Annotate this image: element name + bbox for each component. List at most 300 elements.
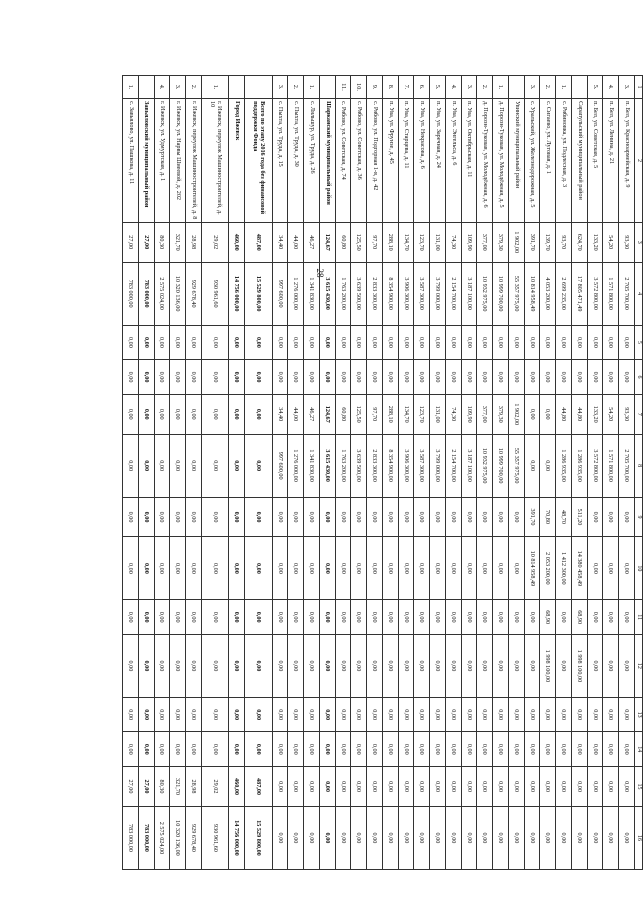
address-cell: п. Ува, ул. Фрунзе, д. 45 xyxy=(383,99,399,223)
table-cell: 4. xyxy=(446,76,462,99)
table-cell: 0,00 xyxy=(320,634,336,697)
table-cell: 0,00 xyxy=(335,360,351,395)
table-cell: 8 354 900,00 xyxy=(383,434,399,497)
table-cell: 0,00 xyxy=(229,497,245,537)
table-cell: 0,00 xyxy=(229,634,245,697)
table-cell: 3. xyxy=(461,76,477,99)
table-cell: 0,00 xyxy=(245,360,273,395)
address-cell: г. Ижевск, переулок Машиностроителей, д. 8 xyxy=(186,99,202,223)
table-cell: 0,00 xyxy=(524,325,540,360)
table-cell: 0,00 xyxy=(154,394,170,434)
table-cell: 0,00 xyxy=(572,732,588,767)
table-cell: 0,00 xyxy=(540,767,556,807)
table-cell: 0,00 xyxy=(138,325,154,360)
table-cell: 0,00 xyxy=(335,697,351,732)
table-row xyxy=(572,76,588,870)
table-cell: 3 187 100,00 xyxy=(461,262,477,325)
table-cell: 0,00 xyxy=(123,732,139,767)
table-cell: 2 575 024,00 xyxy=(154,262,170,325)
table-cell: 0,00 xyxy=(288,732,304,767)
table-cell: 0,00 xyxy=(540,732,556,767)
table-cell: 1 998 100,00 xyxy=(540,634,556,697)
table-cell: 0,00 xyxy=(461,732,477,767)
table-cell: 0,00 xyxy=(229,394,245,434)
table-cell: 0,00 xyxy=(587,325,603,360)
table-cell: 0,00 xyxy=(556,767,572,807)
table-cell: 0,00 xyxy=(603,697,619,732)
table-cell: 377,00 xyxy=(477,394,493,434)
table-cell: 0,00 xyxy=(154,434,170,497)
table-cell: 0,00 xyxy=(186,360,202,395)
table-cell: 28,98 xyxy=(186,767,202,807)
table-cell: 70,80 xyxy=(540,497,556,537)
table-cell: 0,00 xyxy=(170,732,186,767)
column-header: 3 xyxy=(635,222,643,262)
table-cell: 0,00 xyxy=(430,360,446,395)
table-cell: 0,00 xyxy=(229,434,245,497)
table-cell: 0,00 xyxy=(154,497,170,537)
table-cell: 1 276 000,00 xyxy=(288,262,304,325)
table-cell: 0,00 xyxy=(430,634,446,697)
table-cell: 0,00 xyxy=(123,360,139,395)
table-cell: 0,00 xyxy=(524,434,540,497)
table-cell: 0,00 xyxy=(619,325,635,360)
table-row xyxy=(201,76,229,870)
table-cell: 3 799 000,00 xyxy=(430,434,446,497)
address-cell: с. Пыхта, ул. Труда, д. 30 xyxy=(288,99,304,223)
table-cell: 0,00 xyxy=(446,325,462,360)
table-row xyxy=(493,76,509,870)
table-cell: 0,00 xyxy=(477,634,493,697)
table-cell: 3 799 000,00 xyxy=(430,262,446,325)
address-cell: п. Ува, ул. Некрасова, д. 6 xyxy=(414,99,430,223)
address-cell: с. Сигаево, ул. Луговая, д. 1 xyxy=(540,99,556,223)
table-cell: 0,00 xyxy=(461,600,477,635)
table-cell: 27,00 xyxy=(138,222,154,262)
table-cell: 2 833 300,00 xyxy=(367,262,383,325)
address-cell: п. Бел, ул. Ленина, д. 21 xyxy=(603,99,619,223)
table-cell: 0,00 xyxy=(461,497,477,537)
address-cell: г. Ижевск, ул. Нарвы Шиеевой, д. 202 xyxy=(170,99,186,223)
table-cell: 0,00 xyxy=(272,325,288,360)
table-cell: 0,00 xyxy=(540,697,556,732)
table-cell: 0,00 xyxy=(229,732,245,767)
table-cell: 44,80 xyxy=(572,394,588,434)
table-cell: 391,70 xyxy=(524,497,540,537)
table-cell: 0,00 xyxy=(524,360,540,395)
table-cell: 0,00 xyxy=(320,732,336,767)
table-cell: 0,00 xyxy=(446,360,462,395)
table-cell: 0,00 xyxy=(123,634,139,697)
column-header: 16 xyxy=(635,806,643,869)
table-cell: 0,00 xyxy=(351,600,367,635)
table-cell: 0,00 xyxy=(304,360,320,395)
table-cell: 0,00 xyxy=(304,732,320,767)
table-cell: 125,50 xyxy=(351,394,367,434)
table-cell: 0,00 xyxy=(288,767,304,807)
table-cell: 0,00 xyxy=(383,767,399,807)
address-cell: с. Ляльшур, ул. Труда, д. 26 xyxy=(304,99,320,223)
table-cell: 8 354 900,00 xyxy=(383,262,399,325)
table-cell: 0,00 xyxy=(335,767,351,807)
table-cell: 0,00 xyxy=(619,697,635,732)
table-cell: 0,00 xyxy=(430,537,446,600)
table-cell: 0,00 xyxy=(398,360,414,395)
table-cell: 0,00 xyxy=(619,732,635,767)
table-cell: 0,00 xyxy=(272,600,288,635)
table-cell: 8. xyxy=(383,76,399,99)
table-cell: 0,00 xyxy=(383,634,399,697)
table-cell: 0,00 xyxy=(398,732,414,767)
table-cell: 0,00 xyxy=(603,634,619,697)
column-header: 8 xyxy=(635,434,643,497)
address-cell: г. Ижевск, переулок Машиностроителей, д. 10 xyxy=(201,99,229,223)
table-cell: 0,00 xyxy=(398,325,414,360)
table-cell: 288,10 xyxy=(383,222,399,262)
table-cell: 0,00 xyxy=(446,767,462,807)
table-cell: 44,00 xyxy=(288,222,304,262)
table-cell: 0,00 xyxy=(524,806,540,869)
table-cell: 1. xyxy=(123,76,139,99)
table-cell: 0,00 xyxy=(170,497,186,537)
table-cell: 0,00 xyxy=(524,394,540,434)
table-cell: 134,70 xyxy=(398,394,414,434)
table-cell: 0,00 xyxy=(367,806,383,869)
table-cell: 0,00 xyxy=(170,697,186,732)
table-cell: 0,00 xyxy=(540,806,556,869)
table-cell: 0,00 xyxy=(540,360,556,395)
table-cell: 10 320 136,00 xyxy=(170,806,186,869)
table-cell: 0,00 xyxy=(587,806,603,869)
table-cell: 0,00 xyxy=(123,537,139,600)
table-cell: 0,00 xyxy=(603,360,619,395)
table-cell: 0,00 xyxy=(556,360,572,395)
table-cell: 0,00 xyxy=(603,537,619,600)
table-cell: 0,00 xyxy=(619,537,635,600)
table-cell: 0,00 xyxy=(201,325,229,360)
table-cell: 124,67 xyxy=(320,394,336,434)
table-cell: 0,00 xyxy=(201,600,229,635)
table-cell: 34,40 xyxy=(272,222,288,262)
table-cell: 0,00 xyxy=(446,634,462,697)
table-cell: 0,00 xyxy=(477,806,493,869)
table-cell: 0,00 xyxy=(477,732,493,767)
table-cell: 0,00 xyxy=(272,697,288,732)
table-cell: 123,70 xyxy=(414,222,430,262)
table-cell: 1. xyxy=(304,76,320,99)
table-cell: 0,00 xyxy=(229,537,245,600)
table-cell: 44,00 xyxy=(288,394,304,434)
table-cell: 0,00 xyxy=(138,537,154,600)
table-cell: 48,70 xyxy=(556,497,572,537)
table-cell: 0,00 xyxy=(320,360,336,395)
table-row xyxy=(170,76,186,870)
table-cell: 0,00 xyxy=(335,497,351,537)
table-cell: 55 357 975,00 xyxy=(509,262,525,325)
table-cell: 0,00 xyxy=(524,600,540,635)
table-cell: 3 615 430,00 xyxy=(320,262,336,325)
address-cell: Увинский муниципальный район xyxy=(509,99,525,223)
table-cell: 14 380 458,49 xyxy=(572,537,588,600)
table-cell: 0,00 xyxy=(493,537,509,600)
address-cell: п. Ува, ул. Октябрьская, д. 11 xyxy=(461,99,477,223)
table-cell: 0,00 xyxy=(540,434,556,497)
table-cell: 0,00 xyxy=(123,497,139,537)
table-cell: 0,00 xyxy=(170,434,186,497)
table-cell: 0,00 xyxy=(619,634,635,697)
table-cell: 0,00 xyxy=(524,732,540,767)
table-cell: 288,10 xyxy=(383,394,399,434)
table-cell: 1 571 800,00 xyxy=(603,434,619,497)
table-cell: 0,00 xyxy=(245,325,273,360)
table-cell: 0,00 xyxy=(509,600,525,635)
table-cell: 0,00 xyxy=(556,806,572,869)
table-cell: 0,00 xyxy=(170,600,186,635)
table-cell: 997 600,00 xyxy=(272,434,288,497)
table-cell: 0,00 xyxy=(587,360,603,395)
table-cell: 0,00 xyxy=(351,634,367,697)
table-cell: 0,00 xyxy=(524,634,540,697)
table-cell: 0,00 xyxy=(587,732,603,767)
table-cell: 97,70 xyxy=(367,394,383,434)
table-cell: 0,00 xyxy=(170,325,186,360)
table-cell: 0,00 xyxy=(509,697,525,732)
table-cell: 0,00 xyxy=(272,806,288,869)
table-cell: 0,00 xyxy=(138,600,154,635)
table-row xyxy=(603,76,619,870)
table-cell: 0,00 xyxy=(367,634,383,697)
table-cell: 10. xyxy=(351,76,367,99)
table-cell: 511,20 xyxy=(572,497,588,537)
table-cell: 3 639 500,00 xyxy=(351,434,367,497)
table-cell: 3 615 430,00 xyxy=(320,434,336,497)
address-cell: Шарканский муниципальный район xyxy=(320,99,336,223)
table-cell: 0,00 xyxy=(414,360,430,395)
table-cell: 80,30 xyxy=(154,222,170,262)
table-cell: 0,00 xyxy=(245,394,273,434)
table-cell: 133,20 xyxy=(587,394,603,434)
table-cell: 0,00 xyxy=(430,325,446,360)
table-row xyxy=(446,76,462,870)
table-cell: 0,00 xyxy=(414,325,430,360)
table-cell: 2. xyxy=(186,76,202,99)
table-cell: 0,00 xyxy=(493,732,509,767)
table-cell: 0,00 xyxy=(461,537,477,600)
table-cell: 2 699 235,00 xyxy=(556,262,572,325)
table-cell: 0,00 xyxy=(414,732,430,767)
table-cell: 109,90 xyxy=(461,222,477,262)
rotated-table-scan xyxy=(58,75,643,870)
table-row xyxy=(587,76,603,870)
table-cell: 487,00 xyxy=(245,767,273,807)
table-cell: 0,00 xyxy=(414,537,430,600)
table-cell: 0,00 xyxy=(154,325,170,360)
table-cell: 0,00 xyxy=(245,600,273,635)
table-cell: 2. xyxy=(288,76,304,99)
table-cell: 0,00 xyxy=(170,360,186,395)
table-cell: 0,00 xyxy=(123,325,139,360)
table-cell: 1 341 830,00 xyxy=(304,434,320,497)
table-cell: 109,90 xyxy=(461,394,477,434)
table-cell: 1 902,00 xyxy=(509,394,525,434)
table-cell: 0,00 xyxy=(367,732,383,767)
table-cell: 0,00 xyxy=(493,767,509,807)
table-cell: 0,00 xyxy=(556,732,572,767)
table-cell: 0,00 xyxy=(123,600,139,635)
table-cell: 6. xyxy=(414,76,430,99)
table-cell: 0,00 xyxy=(509,360,525,395)
table-cell: 0,00 xyxy=(477,537,493,600)
table-cell: 0,00 xyxy=(288,634,304,697)
table-cell: 0,00 xyxy=(477,497,493,537)
table-cell: 0,00 xyxy=(603,600,619,635)
table-cell: 55 357 975,00 xyxy=(509,434,525,497)
table-cell: 0,00 xyxy=(383,732,399,767)
table-cell: 0,00 xyxy=(493,497,509,537)
table-cell: 379,30 xyxy=(493,222,509,262)
table-row xyxy=(304,76,320,870)
table-cell: 0,00 xyxy=(509,732,525,767)
table-cell: 0,00 xyxy=(430,806,446,869)
table-cell: 0,00 xyxy=(619,497,635,537)
table-cell: 131,00 xyxy=(430,222,446,262)
table-cell: 0,00 xyxy=(201,537,229,600)
table-cell: 0,00 xyxy=(367,767,383,807)
address-cell: д. Порозн-Туковая, ул. Молодёжная, д. 6 xyxy=(477,99,493,223)
table-cell: 17 805 471,49 xyxy=(572,262,588,325)
table-cell: 133,20 xyxy=(587,222,603,262)
table-cell: 93,70 xyxy=(556,222,572,262)
table-cell: 0,00 xyxy=(493,325,509,360)
table-cell: 0,00 xyxy=(170,634,186,697)
table-row xyxy=(619,76,635,870)
table-cell: 930 961,60 xyxy=(201,262,229,325)
address-cell: п. Бел, ул. Красноармейская, д. 9 xyxy=(619,99,635,223)
table-cell: 0,00 xyxy=(245,537,273,600)
table-cell: 0,00 xyxy=(367,600,383,635)
column-header: 11 xyxy=(635,600,643,635)
table-cell: 0,00 xyxy=(154,634,170,697)
table-cell: 97,70 xyxy=(367,222,383,262)
table-cell: 0,00 xyxy=(383,360,399,395)
table-cell: 0,00 xyxy=(398,697,414,732)
table-cell: 0,00 xyxy=(430,600,446,635)
table-cell: 0,00 xyxy=(304,325,320,360)
table-cell: 10 932 975,00 xyxy=(477,262,493,325)
table-row xyxy=(351,76,367,870)
table-cell: 0,00 xyxy=(138,434,154,497)
table-cell: 0,00 xyxy=(619,600,635,635)
table-cell: 0,00 xyxy=(603,325,619,360)
table-cell: 1 998 100,00 xyxy=(572,634,588,697)
table-cell: 131,00 xyxy=(430,394,446,434)
table-cell: 783 000,00 xyxy=(123,806,139,869)
table-cell: 0,00 xyxy=(446,806,462,869)
table-cell: 783 000,00 xyxy=(138,262,154,325)
table-cell: 0,00 xyxy=(288,360,304,395)
table-cell: 0,00 xyxy=(414,634,430,697)
table-cell: 0,00 xyxy=(138,634,154,697)
table-cell: 46,27 xyxy=(304,222,320,262)
table-cell: 0,00 xyxy=(587,697,603,732)
table-cell: 0,00 xyxy=(138,697,154,732)
table-cell: 0,00 xyxy=(245,732,273,767)
table-row xyxy=(509,76,525,870)
table-cell: 0,00 xyxy=(288,697,304,732)
table-cell: 0,00 xyxy=(477,325,493,360)
table-cell: 0,00 xyxy=(509,325,525,360)
table-cell: 1 412 300,00 xyxy=(556,537,572,600)
column-header: 7 xyxy=(635,394,643,434)
table-cell: 460,00 xyxy=(229,222,245,262)
table-cell: 0,00 xyxy=(572,767,588,807)
table-cell: 0,00 xyxy=(477,697,493,732)
table-cell: 1 341 830,00 xyxy=(304,262,320,325)
table-cell: 15 529 800,00 xyxy=(245,262,273,325)
table-cell: 0,00 xyxy=(201,360,229,395)
table-cell: 0,00 xyxy=(619,767,635,807)
table-cell: 0,00 xyxy=(201,634,229,697)
table-cell: 124,67 xyxy=(320,222,336,262)
table-row xyxy=(414,76,430,870)
table-cell: 123,70 xyxy=(414,394,430,434)
table-cell: 54,20 xyxy=(603,222,619,262)
table-cell: 44,80 xyxy=(556,394,572,434)
table-cell: 0,00 xyxy=(154,732,170,767)
table-cell: 0,00 xyxy=(509,767,525,807)
table-cell: 0,00 xyxy=(201,732,229,767)
table-cell: 0,00 xyxy=(587,767,603,807)
table-cell: 134,70 xyxy=(398,222,414,262)
table-cell: 34,40 xyxy=(272,394,288,434)
table-cell: 0,00 xyxy=(603,767,619,807)
address-cell: Всего по этапу 2016 года без финансовой поддержки Фонда xyxy=(245,99,273,223)
table-cell: 74,30 xyxy=(446,394,462,434)
column-number-row xyxy=(635,76,643,870)
table-cell: 125,50 xyxy=(351,222,367,262)
table-cell: 68,90 xyxy=(540,600,556,635)
table-row xyxy=(245,76,273,870)
table-cell: 0,00 xyxy=(383,697,399,732)
table-cell: 3 639 500,00 xyxy=(351,262,367,325)
table-cell: 0,00 xyxy=(603,732,619,767)
table-cell: 0,00 xyxy=(461,325,477,360)
table-cell: 0,00 xyxy=(335,325,351,360)
table-cell: 0,00 xyxy=(430,732,446,767)
table-cell: 0,00 xyxy=(186,325,202,360)
table-cell: 60,80 xyxy=(335,394,351,434)
table-cell: 0,00 xyxy=(186,497,202,537)
table-cell: 139,70 xyxy=(540,222,556,262)
table-cell: 0,00 xyxy=(288,600,304,635)
table-cell: 0,00 xyxy=(367,360,383,395)
table-cell: 29,02 xyxy=(201,222,229,262)
address-cell: с. Пыхта, ул. Труда, д. 15 xyxy=(272,99,288,223)
address-cell: с. Завьялово, ул. Пашкова, д. 11 xyxy=(123,99,139,223)
table-cell: 0,00 xyxy=(123,697,139,732)
table-cell: 0,00 xyxy=(556,600,572,635)
table-row xyxy=(398,76,414,870)
table-row xyxy=(138,76,154,870)
table-cell: 14 756 000,00 xyxy=(229,806,245,869)
table-cell: 60,80 xyxy=(335,222,351,262)
table-cell: 0,00 xyxy=(229,325,245,360)
table-cell: 0,00 xyxy=(524,767,540,807)
housing-program-table xyxy=(122,75,643,870)
table-cell: 0,00 xyxy=(383,325,399,360)
table-cell: 0,00 xyxy=(367,325,383,360)
table-cell: 0,00 xyxy=(245,497,273,537)
